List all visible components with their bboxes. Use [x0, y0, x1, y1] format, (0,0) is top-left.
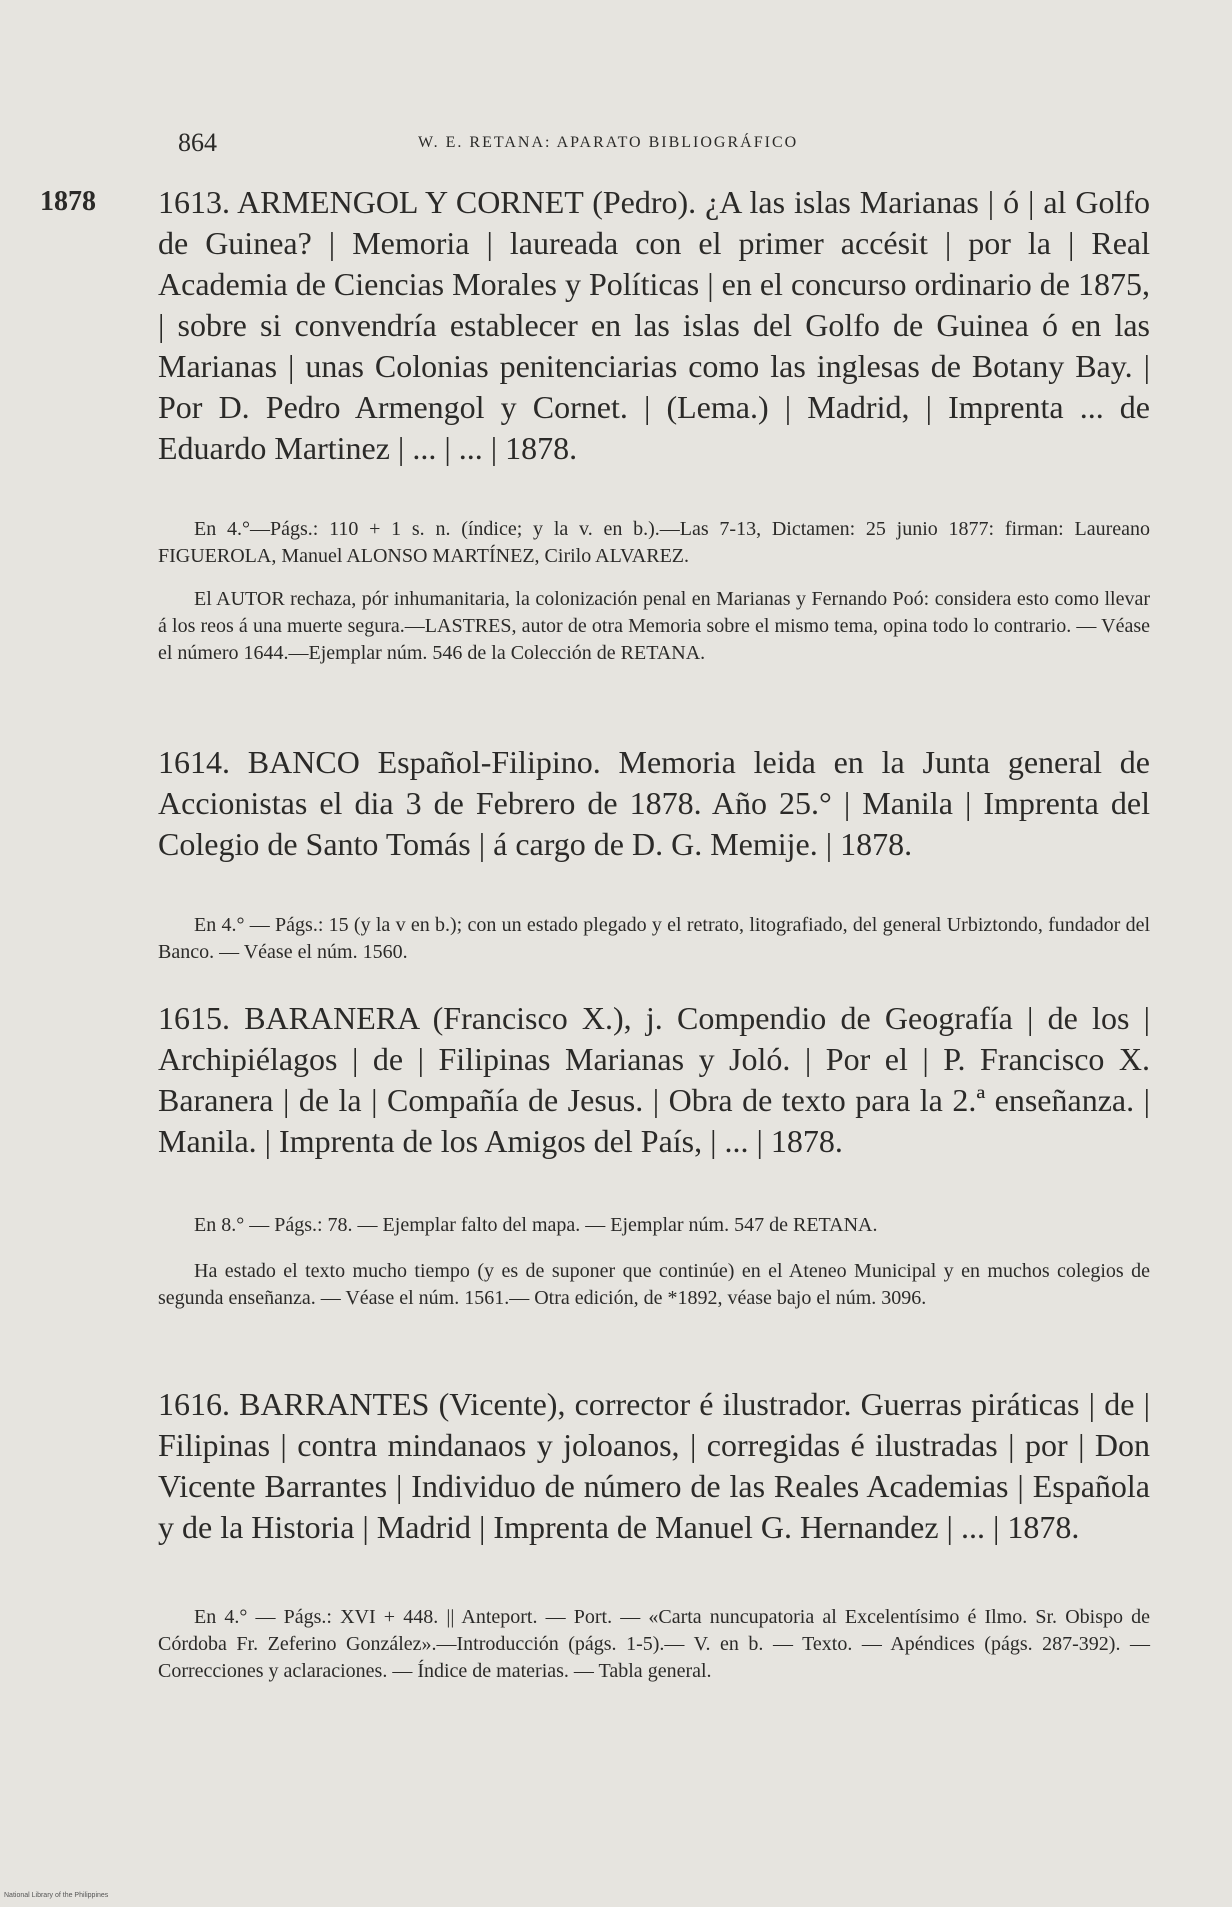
entry-1613-note-1: En 4.°—Págs.: 110 + 1 s. n. (índice; y la v. en b.).—Las 7-13, Dictamen: 25 junio 1877: firman: Laureano FIGUEROLA, Manuel ALONSO MARTÍNEZ, Cirilo ALVAREZ.: [158, 518, 1150, 567]
entry-1616-note-1: En 4.° — Págs.: XVI + 448. || Anteport. — Port. — «Carta nuncupatoria al Excelentísimo é Ilmo. Sr. Obispo de Córdoba Fr. Zeferino González».—Introducción (págs. 1-5).— V. en b. — Texto. — Apéndices (págs. 287-392). — Correcciones y aclaraciones. — Índice de materias. — Tabla general.: [158, 1606, 1150, 1682]
entry-1615-title: 1615. BARANERA (Francisco X.), j. Compendio de Geografía | de los | Archipiélagos | de | Filipinas Marianas y Joló. | Por el | P. Francisco X. Baranera | de la | Compañía de Jesus. | Obra de texto para la 2.ª enseñanza. | Manila. | Imprenta de los Amigos del País, | ... | 1878.: [158, 1000, 1150, 1159]
entry-1615-note-1: En 8.° — Págs.: 78. — Ejemplar falto del mapa. — Ejemplar núm. 547 de RETANA.: [194, 1214, 878, 1236]
page-number: 864: [178, 128, 217, 157]
entry-1614-note-1: En 4.° — Págs.: 15 (y la v en b.); con un estado plegado y el retrato, litografiado, del general Urbiztondo, fundador del Banco. — Véase el núm. 1560.: [158, 914, 1150, 963]
entry-1615-note-2: Ha estado el texto mucho tiempo (y es de suponer que continúe) en el Ateneo Municipal y en muchos colegios de segunda enseñanza. — Véase el núm. 1561.— Otra edición, de *1892, véase bajo el núm. 3096.: [158, 1260, 1150, 1309]
entry-1613-title: 1613. ARMENGOL Y CORNET (Pedro). ¿A las islas Marianas | ó | al Golfo de Guinea? | Memoria | laureada con el primer accésit | por la | Real Academia de Ciencias Morales y Políticas | en el concurso ordinario de 1875, | sobre si convendría establecer en las islas del Golfo de Guinea ó en las Marianas | unas Colonias penitenciarias como las inglesas de Botany Bay. | Por D. Pedro Armengol y Cornet. | (Lema.) | Madrid, | Imprenta ... de Eduardo Martinez | ... | ... | 1878.: [158, 184, 1150, 466]
page-header: [178, 128, 878, 158]
entry-1616-title: 1616. BARRANTES (Vicente), corrector é ilustrador. Guerras piráticas | de | Filipinas | contra mindanaos y joloanos, | corregidas é ilustradas | por | Don Vicente Barrantes | Individuo de número de las Reales Academias | Española y de la Historia | Madrid | Imprenta de Manuel G. Hernandez | ... | 1878.: [158, 1386, 1150, 1545]
footer-credit: National Library of the Philippines: [4, 1892, 109, 1899]
entry-1613-note-2: El AUTOR rechaza, pór inhumanitaria, la colonización penal en Marianas y Fernando Poó: considera esto como llevar á los reos á una muerte segura.—LASTRES, autor de otra Memoria sobre el mismo tema, opina todo lo contrario. — Véase el número 1644.—Ejemplar núm. 546 de la Colección de RETANA.: [158, 588, 1150, 664]
margin-year: 1878: [40, 186, 96, 217]
entry-1614-title: 1614. BANCO Español-Filipino. Memoria leida en la Junta general de Accionistas el dia 3 de Febrero de 1878. Año 25.° | Manila | Imprenta del Colegio de Santo Tomás | á cargo de D. G. Memije. | 1878.: [158, 744, 1150, 862]
running-title: W. E. RETANA: APARATO BIBLIOGRÁFICO: [418, 134, 799, 151]
